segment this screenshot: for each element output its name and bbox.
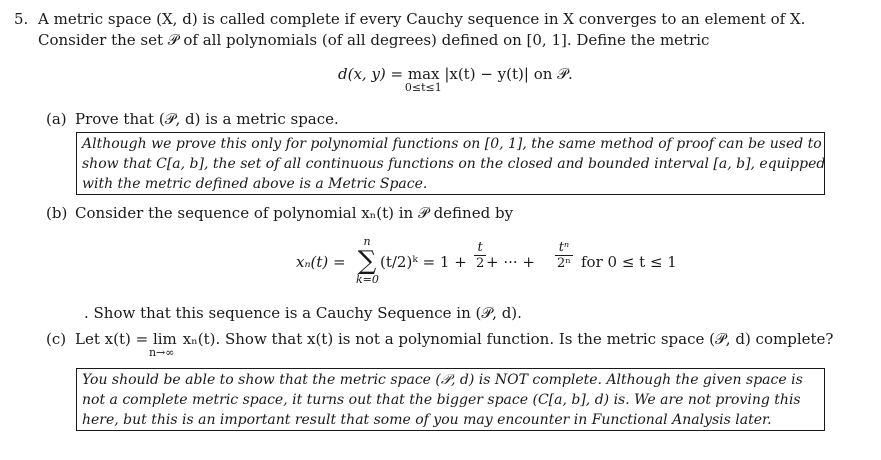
part-c-text — [75, 329, 834, 359]
sequence-range: for 0 ≤ t ≤ 1 — [581, 253, 677, 271]
part-a-note-line-1: Although we prove this only for polynomial functions on [0, 1], the same method of proof can be used to — [82, 136, 822, 152]
limit-subscript: n→∞ — [148, 346, 175, 359]
part-b-followup: . Show that this sequence is a Cauchy Sequence in (𝒫, d). — [84, 304, 522, 322]
summation-term: (t/2)ᵏ = 1 + — [380, 253, 467, 271]
part-c-text-post: xₙ(t). Show that x(t) is not a polynomial function. Is the metric space (𝒫, d) complete? — [182, 330, 834, 348]
limit-label: lim — [152, 330, 177, 348]
fraction-1-numerator: t — [474, 240, 486, 256]
metric-rhs: |x(t) − y(t)| on 𝒫. — [444, 65, 573, 83]
metric-max-subscript: 0≤t≤1 — [404, 81, 442, 94]
part-c-note-box — [76, 368, 825, 431]
part-a-text: Prove that (𝒫, d) is a metric space. — [75, 110, 339, 128]
part-c-note-line-3: here, but this is an important result that some of you may encounter in Functional Analysis later. — [82, 412, 772, 428]
summation-upper-limit: n — [363, 235, 371, 248]
part-a-note-line-3: with the metric defined above is a Metric Space. — [82, 176, 428, 192]
part-b-text: Consider the sequence of polynomial xₙ(t) in 𝒫 defined by — [75, 204, 514, 222]
part-a-note-box — [76, 132, 825, 195]
metric-formula — [338, 64, 573, 94]
metric-max-label: max — [407, 65, 440, 83]
fraction-2-numerator: tⁿ — [555, 240, 573, 256]
summation-lower-limit: k=0 — [356, 273, 379, 286]
part-b-label: (b) — [46, 204, 68, 222]
part-a-label: (a) — [46, 110, 67, 128]
summation — [356, 236, 378, 286]
series-dots: + ··· + — [486, 253, 535, 271]
summation-symbol: ∑ — [357, 246, 377, 276]
problem-number: 5. — [14, 10, 29, 28]
part-c-label: (c) — [46, 330, 67, 348]
fraction-1-denominator: 2 — [476, 256, 485, 271]
metric-max — [404, 64, 442, 94]
part-c-note-line-1: You should be able to show that the metric space (𝒫, d) is NOT complete. Although the given space is — [82, 372, 803, 388]
limit-operator — [148, 329, 177, 359]
fraction-tn-over-2n — [555, 240, 573, 271]
fraction-2-denominator: 2ⁿ — [557, 256, 571, 271]
part-c-text-pre: Let x(t) = — [75, 330, 153, 348]
part-a-note-line-2: show that C[a, b], the set of all continuous functions on the closed and bounded interval [a, b], equipped — [82, 156, 826, 172]
part-c-note-line-2: not a complete metric space, it turns out that the bigger space (C[a, b], d) is. We are not proving this — [82, 392, 801, 408]
metric-lhs: d(x, y) = — [338, 65, 408, 83]
sequence-lhs: xₙ(t) = — [296, 253, 346, 271]
fraction-t-over-2 — [474, 240, 486, 271]
problem-intro-line-2: Consider the set 𝒫 of all polynomials (of all degrees) defined on [0, 1]. Define the metric — [38, 31, 710, 49]
problem-intro-line-1: A metric space (X, d) is called complete if every Cauchy sequence in X converges to an element of X. — [38, 10, 806, 28]
